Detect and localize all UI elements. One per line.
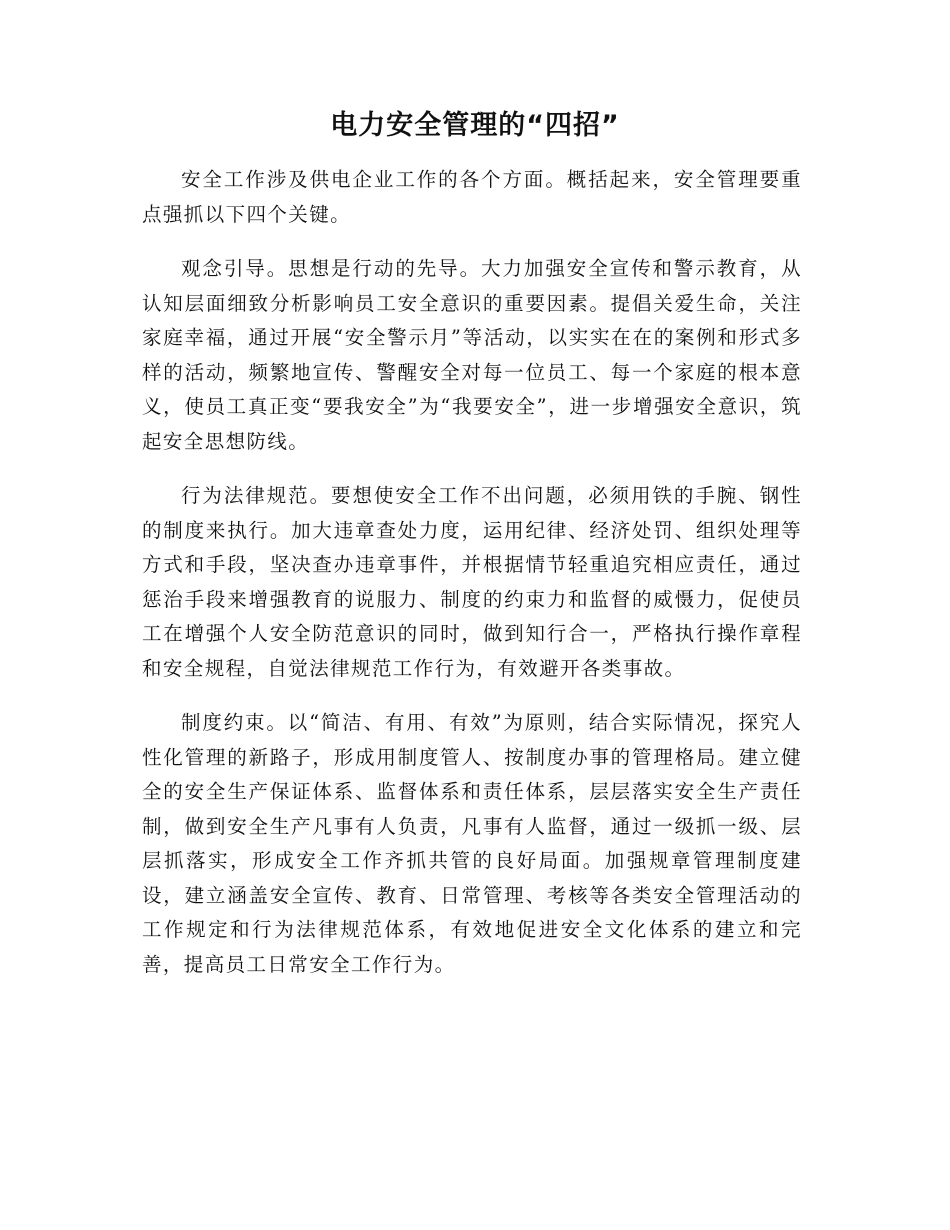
paragraph-system-constraints: 制度约束。以“简洁、有用、有效”为原则，结合实际情况，探究人性化管理的新路子，形成用制度管人、按制度办事的管理格局。建立健全的安全生产保证体系、监督体系和责任体系，层层落实安全生产责任制，做到安全生产凡事有人负责，凡事有人监督，通过一级抓一级、层层抓落实，形成安全工作齐抓共管的良好局面。加强规章管理制度建设，建立涵盖安全宣传、教育、日常管理、考核等各类安全管理活动的工作规定和行为法律规范体系，有效地促进安全文化体系的建立和完善，提高员工日常安全工作行为。 (142, 711, 802, 976)
paragraph-intro: 安全工作涉及供电企业工作的各个方面。概括起来，安全管理要重点强抓以下四个关键。 (142, 168, 802, 226)
paragraph-concept-guidance: 观念引导。思想是行动的先导。大力加强安全宣传和警示教育，从认知层面细致分析影响员工安全意识的重要因素。提倡关爱生命，关注家庭幸福，通过开展“安全警示月”等活动，以实实在在的案例和形式多样的活动，频繁地宣传、警醒安全对每一位员工、每一个家庭的根本意义，使员工真正变“要我安全”为“我要安全”，进一步增强安全意识，筑起安全思想防线。 (142, 257, 802, 453)
document-body (142, 163, 802, 1002)
paragraph-behavior-norms: 行为法律规范。要想使安全工作不出问题，必须用铁的手腕、钢性的制度来执行。加大违章查处力度，运用纪律、经济处罚、组织处理等方式和手段，坚决查办违章事件，并根据情节轻重追究相应责任，通过惩治手段来增强教育的说服力、制度的约束力和监督的威慑力，促使员工在增强个人安全防范意识的同时，做到知行合一，严格执行操作章程和安全规程，自觉法律规范工作行为，有效避开各类事故。 (142, 484, 802, 680)
document-title: 电力安全管理的“四招” (330, 110, 620, 141)
